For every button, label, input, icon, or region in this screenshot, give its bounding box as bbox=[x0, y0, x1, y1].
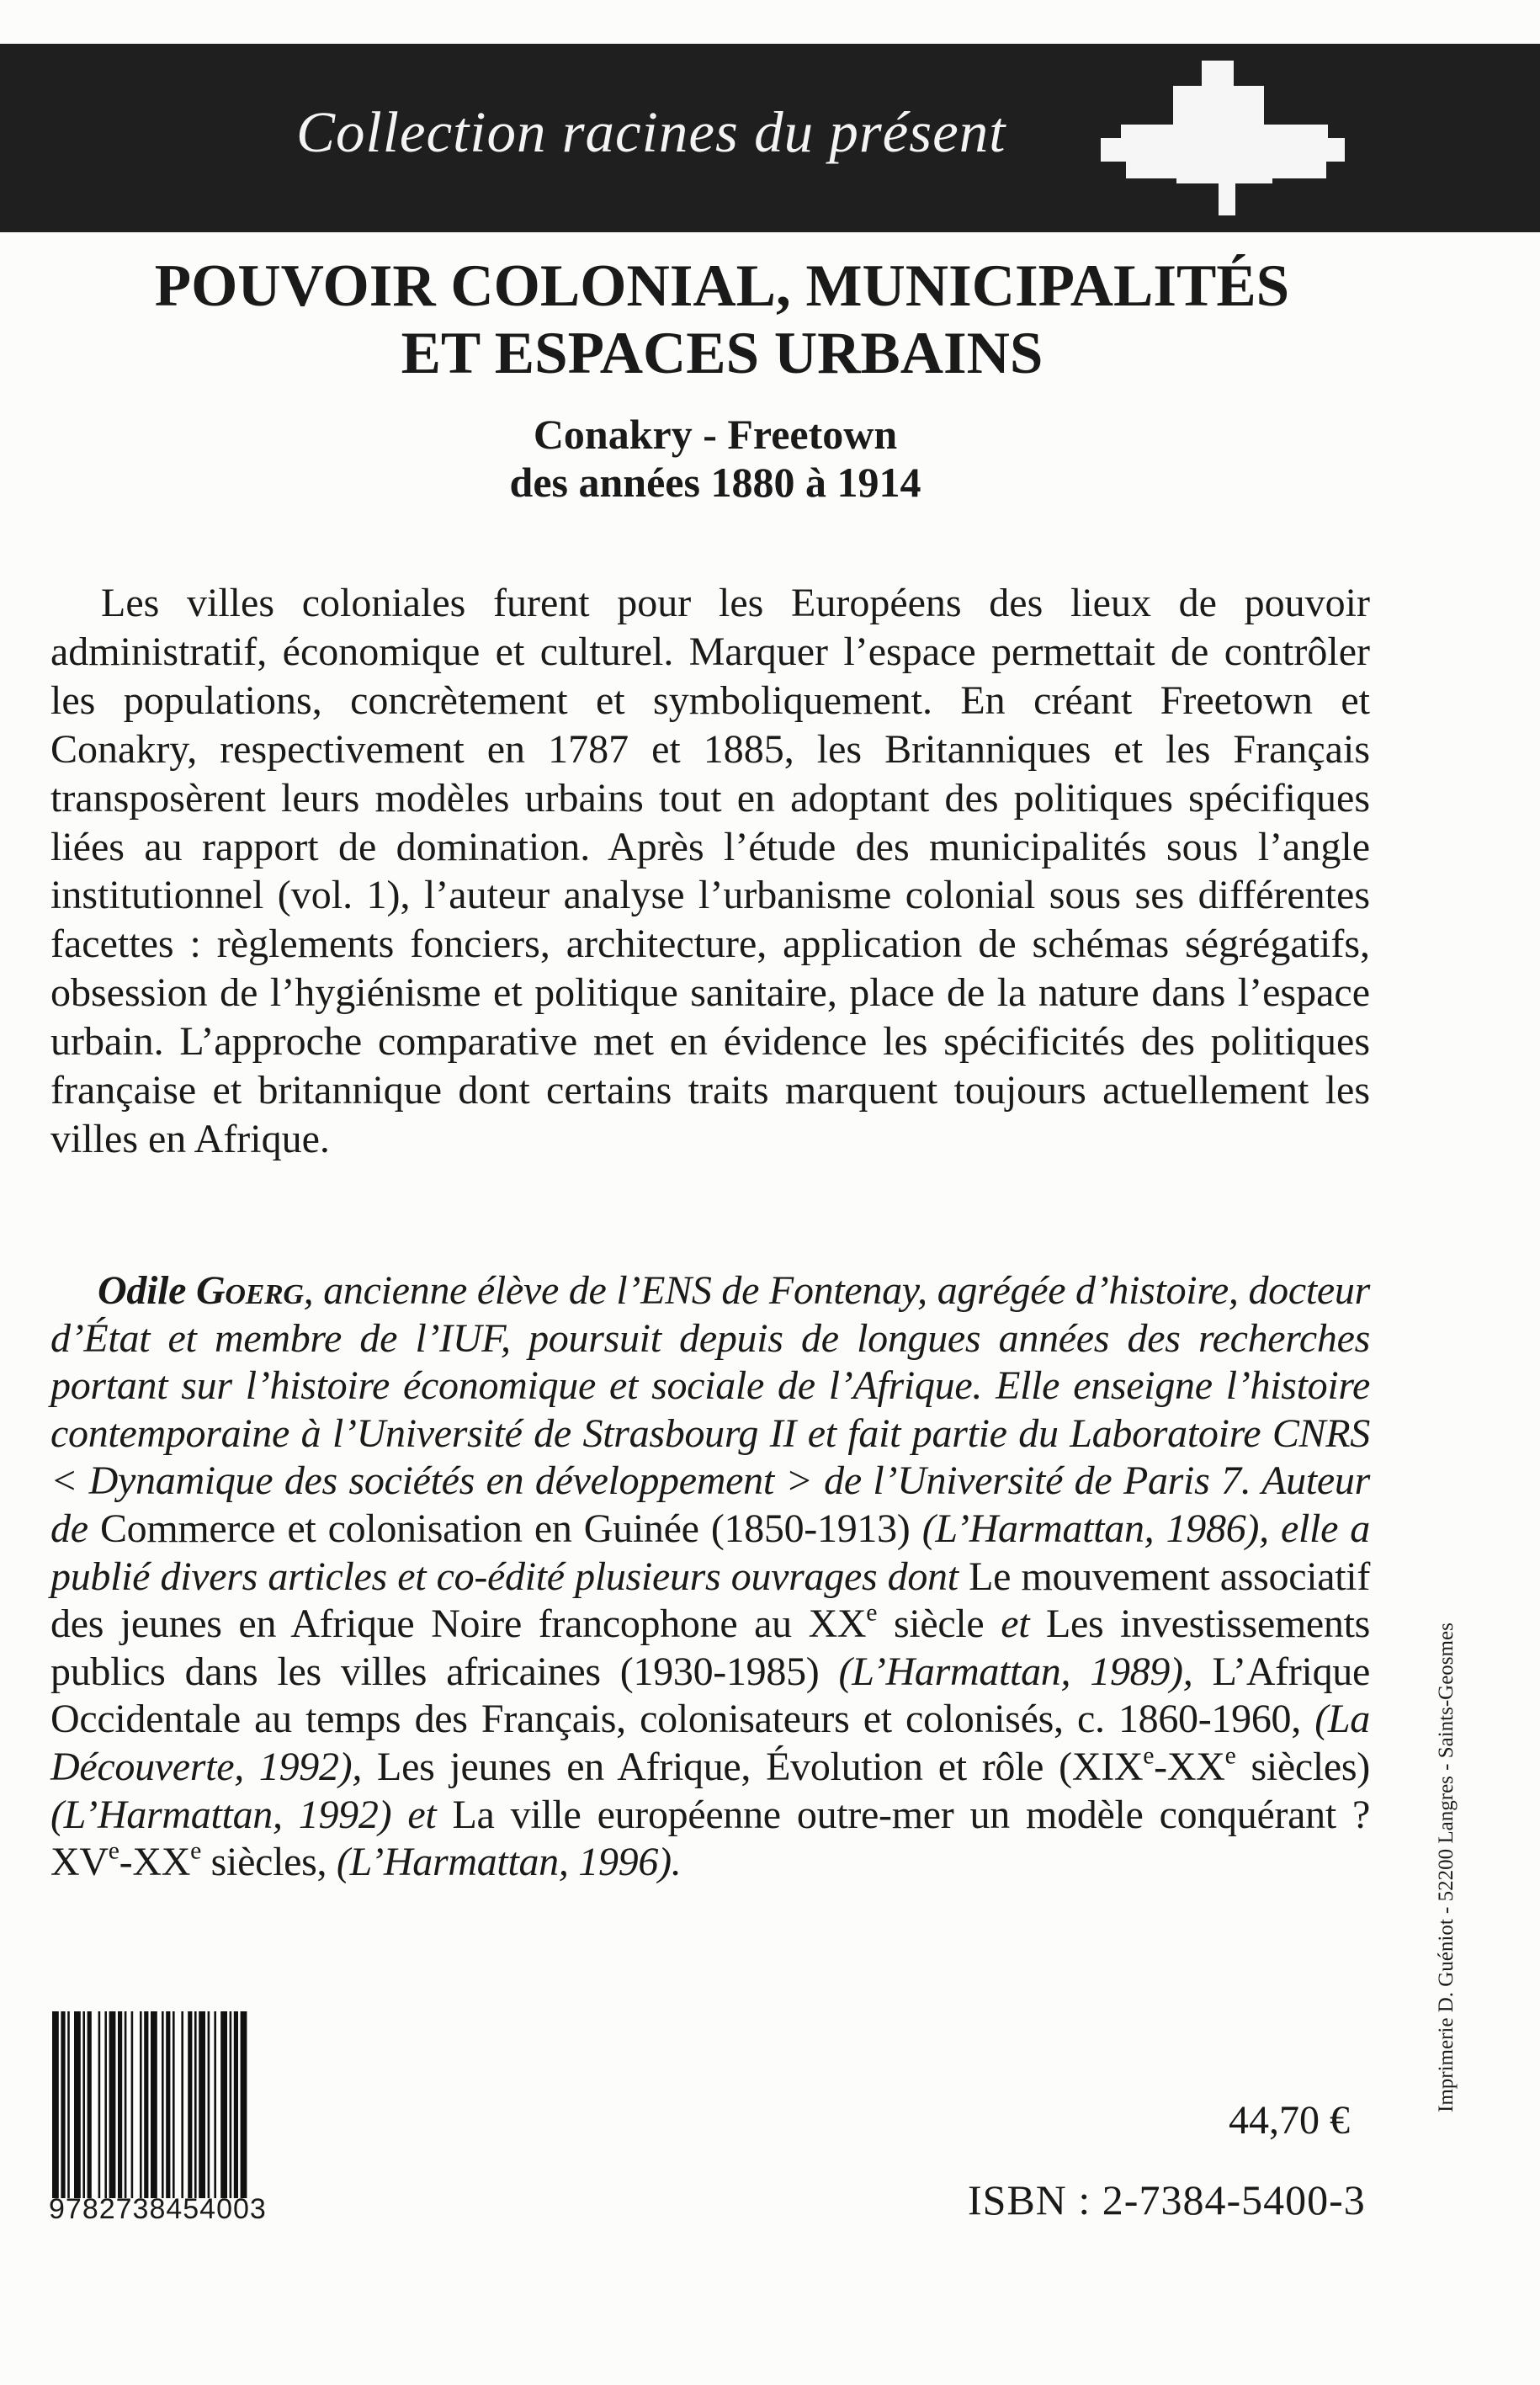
barcode-bar bbox=[98, 2011, 101, 2198]
barcode-bar bbox=[199, 2011, 205, 2198]
barcode-bar bbox=[125, 2011, 127, 2198]
work-title-afrique-occidentale: L’Afrique Occidentale au temps des Français, colonisateurs et colonisés, c. 1860-1960, bbox=[50, 1649, 1370, 1742]
publisher-note-2: (L’Harmattan, 1989), bbox=[819, 1649, 1213, 1694]
barcode-bar bbox=[234, 2011, 238, 2198]
barcode-bar bbox=[144, 2011, 148, 2198]
barcode-bar bbox=[208, 2011, 210, 2198]
publisher-note-5: (L’Harmattan, 1996). bbox=[327, 1840, 682, 1885]
title-line-1: POUVOIR COLONIAL, MUNICIPALITÉS bbox=[154, 253, 1290, 319]
stepped-cross-logo-icon bbox=[1092, 52, 1353, 232]
summary-paragraph: Les villes coloniales furent pour les Européens des lieux de pouvoir administratif, économique et culturel. Marquer l’espace permettait de contrôler les populations, concrètement et symboliquement. En créant Freetown et Conakry, respectivement en 1787 et 1885, les Britanniques et les Français transposèrent leurs modèles urbains tout en adoptant des politiques spécifiques liées au rapport de domination. Après l’étude des municipalités sous l’angle institutionnel (vol. 1), l’auteur analyse l’urbanisme colonial sous ses différentes facettes : règlements fonciers, architecture, application de schémas ségrégatifs, obsession de l’hygiénisme et politique sanitaire, place de la nature dans l’espace urbain. L’approche comparative met en évidence les spécificités des politiques française et britannique dont certains traits marquent toujours actuellement les villes en Afrique. bbox=[50, 581, 1370, 1161]
price: 44,70 € bbox=[1229, 2098, 1350, 2143]
barcode-bar bbox=[241, 2011, 247, 2198]
barcode-bar bbox=[131, 2011, 134, 2198]
barcode bbox=[49, 2011, 318, 2198]
barcode-bar bbox=[104, 2011, 107, 2198]
barcode-bar bbox=[109, 2011, 116, 2198]
barcode-bar bbox=[194, 2011, 197, 2198]
author-bio-text: , ancienne élève de l’ENS de Fontenay, agrégée d’histoire, docteur d’État et membre de l’IUF, poursuit depuis de longues années des recherches portant sur l’histoire économique et sociale de l’Afrique. Elle enseigne l’histoire contemporaine à l’Université de Strasbourg II et fait partie du Laboratoire CNRS < Dynamique des sociétés en développement > de l’Université de Paris 7. Auteur de bbox=[50, 1268, 1371, 1551]
barcode-bar bbox=[151, 2011, 157, 2198]
printer-imprint: Imprimerie D. Guéniot - 52200 Langres - Saints-Geosmes bbox=[1435, 1623, 1458, 2112]
barcode-bar bbox=[173, 2011, 175, 2198]
barcode-bar bbox=[188, 2011, 192, 2198]
conjunction-et-2: et bbox=[407, 1792, 453, 1837]
publisher-note-4: (L’Harmattan, 1992) bbox=[50, 1792, 408, 1837]
barcode-bar bbox=[52, 2011, 59, 2198]
barcode-bar bbox=[88, 2011, 92, 2198]
isbn: ISBN : 2-7384-5400-3 bbox=[968, 2176, 1366, 2223]
publisher-note-1: (L’Harmattan, 1986), elle a publié divers articles et co-édité plusieurs ouvrages dont bbox=[50, 1506, 1371, 1599]
barcode-bar bbox=[220, 2011, 227, 2198]
barcode-digits: 9782738454003 bbox=[49, 2193, 267, 2225]
barcode-bar bbox=[166, 2011, 170, 2198]
barcode-bar bbox=[214, 2011, 216, 2198]
title-line-2: ET ESPACES URBAINS bbox=[401, 321, 1043, 386]
work-title-ville-europeenne: La ville européenne outre-mer un modèle conquérant ? XVe-XXe siècles, bbox=[50, 1792, 1370, 1885]
barcode-bar bbox=[74, 2011, 81, 2198]
barcode-bar bbox=[67, 2011, 70, 2198]
conjunction-et: et bbox=[984, 1602, 1047, 1647]
author-bio-paragraph bbox=[50, 1267, 1370, 1887]
subtitle-line-2: des années 1880 à 1914 bbox=[509, 459, 921, 506]
work-title-jeunes: Les jeunes en Afrique, Évolution et rôle (XIXe-XXe siècles) bbox=[377, 1741, 1370, 1789]
author-first-name: Odile bbox=[98, 1268, 187, 1313]
subtitle-line-1: Conakry - Freetown bbox=[533, 411, 898, 458]
work-title-mouvement: Le mouvement associatif des jeunes en Afrique Noire francophone au XXe siècle bbox=[50, 1554, 1371, 1647]
barcode-bar bbox=[140, 2011, 142, 2198]
barcode-bar bbox=[181, 2011, 183, 2198]
book-title bbox=[0, 252, 1444, 387]
work-title-commerce: Commerce et colonisation en Guinée (1850-1913) bbox=[99, 1506, 911, 1551]
series-title: Collection racines du présent bbox=[296, 100, 1006, 164]
barcode-bar bbox=[61, 2011, 65, 2198]
book-subtitle bbox=[0, 411, 1431, 507]
barcode-bar bbox=[230, 2011, 232, 2198]
barcode-bar bbox=[162, 2011, 164, 2198]
barcode-bar bbox=[82, 2011, 85, 2198]
barcode-bar bbox=[118, 2011, 122, 2198]
publisher-note-3: (La Découverte, 1992), bbox=[50, 1697, 1370, 1789]
author-last-name: Goerg bbox=[196, 1268, 304, 1313]
work-title-investissements: Les investissements publics dans les villes africaines (1930-1985) bbox=[50, 1602, 1370, 1694]
